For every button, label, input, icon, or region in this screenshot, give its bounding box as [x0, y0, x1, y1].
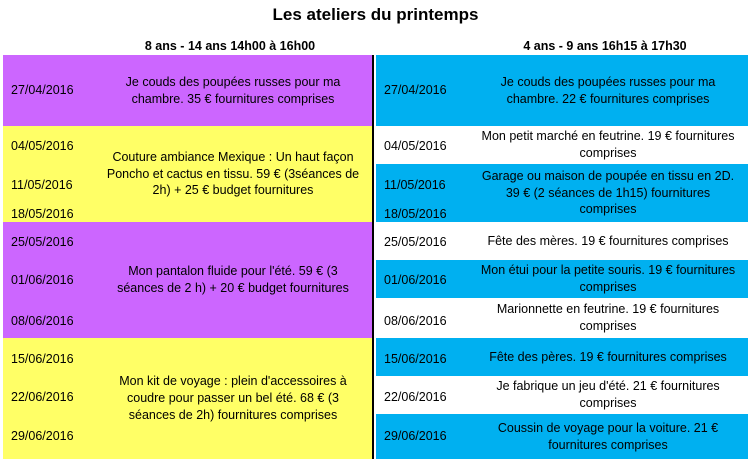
- left-date: 27/04/2016: [11, 83, 74, 97]
- right-date: 04/05/2016: [384, 139, 447, 153]
- right-row-text: Mon petit marché en feutrine. 19 € fournitures comprises: [481, 129, 735, 160]
- left-date: 08/06/2016: [11, 314, 74, 328]
- right-row-text: Mon étui pour la petite souris. 19 € fournitures comprises: [480, 263, 736, 294]
- left-block-4-text: Mon kit de voyage : plein d'accessoires à coudre pour passer un bel été. 68 € (3 séances de 2h) fournitures comprises: [119, 374, 347, 422]
- left-block-3-text: Mon pantalon fluide pour l'été. 59 € (3 séances de 2 h) + 20 € budget fournitures: [117, 264, 349, 295]
- right-date: 11/05/2016: [384, 178, 446, 192]
- left-date: 25/05/2016: [11, 235, 74, 249]
- right-column-header: 4 ans - 9 ans 16h15 à 17h30: [523, 39, 687, 53]
- left-date: 04/05/2016: [11, 139, 74, 153]
- left-date: 29/06/2016: [11, 429, 74, 443]
- left-column-header: 8 ans - 14 ans 14h00 à 16h00: [144, 39, 316, 53]
- column-divider-gap: [374, 55, 376, 459]
- right-date: 15/06/2016: [384, 352, 447, 366]
- right-row-text: Coussin de voyage pour la voiture. 21 € fournitures comprises: [497, 420, 719, 452]
- right-date: 01/06/2016: [384, 273, 447, 287]
- page-title: Les ateliers du printemps: [272, 5, 479, 24]
- left-date: 22/06/2016: [11, 390, 74, 404]
- right-row-text: Je fabrique un jeu d'été. 21 € fournitures comprises: [496, 379, 720, 410]
- right-date: 22/06/2016: [384, 390, 447, 404]
- right-date: 18/05/2016: [384, 207, 447, 221]
- right-date: 27/04/2016: [384, 83, 447, 97]
- left-date: 01/06/2016: [11, 273, 74, 287]
- right-row-text: Fête des pères. 19 € fournitures comprises: [489, 349, 727, 364]
- right-date: 29/06/2016: [384, 429, 447, 443]
- right-row-text: Fête des mères. 19 € fournitures comprises: [487, 233, 729, 248]
- left-date: 18/05/2016: [11, 207, 74, 221]
- left-date: 15/06/2016: [11, 352, 74, 366]
- right-date: 25/05/2016: [384, 235, 447, 249]
- left-date: 11/05/2016: [11, 178, 73, 192]
- right-row-text: Marionnette en feutrine. 19 € fournitures comprises: [496, 302, 720, 333]
- right-row-text: Je couds des poupées russes pour ma chambre. 22 € fournitures comprises: [500, 74, 716, 106]
- left-block-2-text: Couture ambiance Mexique : Un haut façon Poncho et cactus en tissu. 59 € (3séances de 2h) + 25 € budget fournitures: [106, 149, 360, 198]
- right-date: 08/06/2016: [384, 314, 447, 328]
- left-block-1-text: Je couds des poupées russes pour ma chambre. 35 € fournitures comprises: [125, 74, 341, 106]
- right-row-text: Garage ou maison de poupée en tissu en 2D. 39 € (2 séances de 1h15) fournitures comprises: [481, 168, 735, 217]
